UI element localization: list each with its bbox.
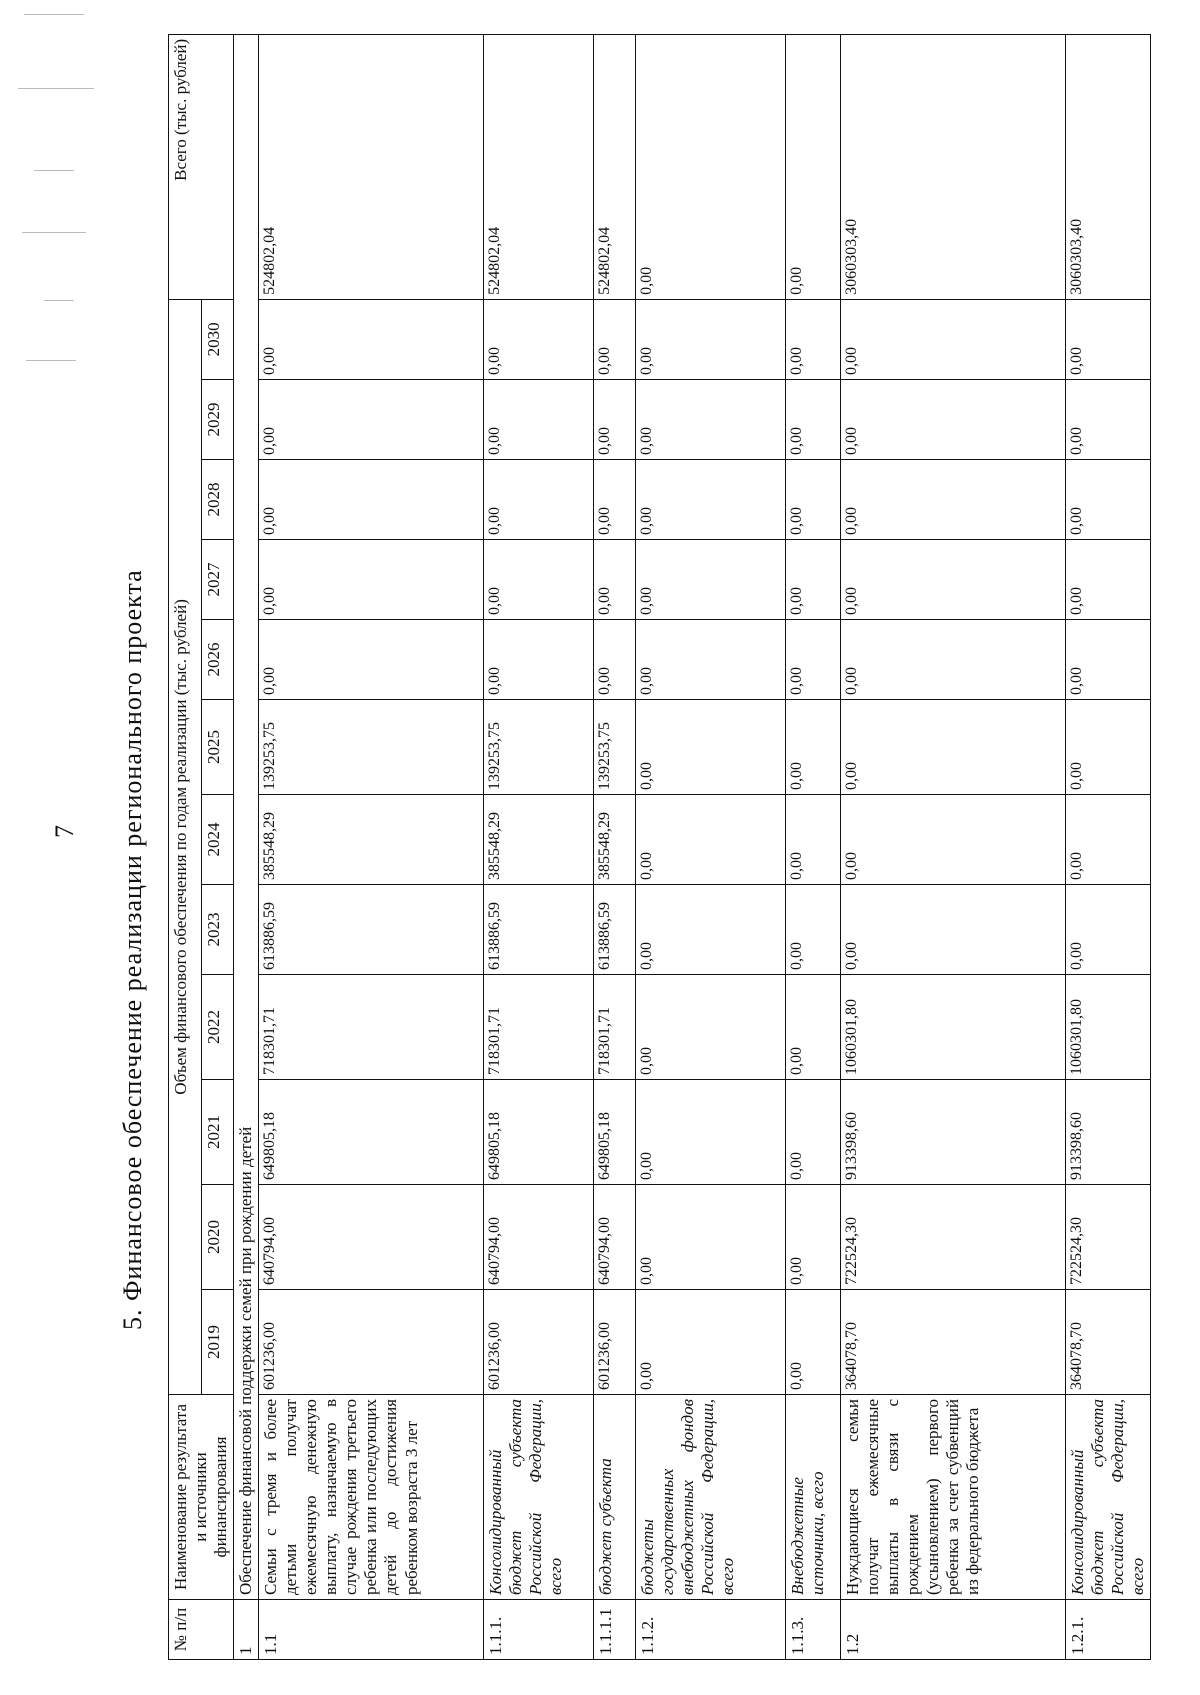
row-name: Консолидированный бюджет субъекта Российской Федерации, всего xyxy=(1066,1395,1151,1600)
row-value: 0,00 xyxy=(636,1185,786,1290)
table-row xyxy=(259,34,484,1659)
row-value: 601236,00 xyxy=(594,1290,636,1395)
row-value: 0,00 xyxy=(484,460,594,540)
row-value: 1060301,80 xyxy=(1066,975,1151,1080)
row-value: 0,00 xyxy=(841,299,1066,379)
header-year: 2030 xyxy=(201,299,234,379)
row-num: 1.1.2. xyxy=(636,1600,786,1660)
row-value: 385548,29 xyxy=(594,795,636,885)
row-value: 722524,30 xyxy=(841,1185,1066,1290)
row-value: 0,00 xyxy=(1066,620,1151,700)
row-num: 1.1.3. xyxy=(786,1600,841,1660)
row-value: 0,00 xyxy=(841,885,1066,975)
row-value: 601236,00 xyxy=(484,1290,594,1395)
row-value: 0,00 xyxy=(841,460,1066,540)
row-value: 613886,59 xyxy=(484,885,594,975)
row-value: 0,00 xyxy=(636,299,786,379)
header-year: 2027 xyxy=(201,540,234,620)
row-value: 0,00 xyxy=(636,1290,786,1395)
row-value: 0,00 xyxy=(259,380,484,460)
row-value: 649805,18 xyxy=(484,1080,594,1185)
section-num: 1 xyxy=(234,1600,259,1660)
row-value: 913398,60 xyxy=(1066,1080,1151,1185)
row-value: 640794,00 xyxy=(484,1185,594,1290)
section-label: Обеспечение финансовой поддержки семей при рождении детей xyxy=(234,34,259,1599)
row-value: 649805,18 xyxy=(594,1080,636,1185)
row-value: 0,00 xyxy=(636,885,786,975)
row-value: 385548,29 xyxy=(484,795,594,885)
scan-noise xyxy=(14,0,104,400)
row-value: 139253,75 xyxy=(484,700,594,795)
row-num: 1.1.1. xyxy=(484,1600,594,1660)
row-num: 1.1 xyxy=(259,1600,484,1660)
row-value: 722524,30 xyxy=(1066,1185,1151,1290)
row-name: Внебюджетные источники, всего xyxy=(786,1395,841,1600)
header-year: 2023 xyxy=(201,885,234,975)
row-num: 1.2 xyxy=(841,1600,1066,1660)
row-value: 718301,71 xyxy=(259,975,484,1080)
row-value: 385548,29 xyxy=(259,795,484,885)
header-year: 2020 xyxy=(201,1185,234,1290)
row-total: 524802,04 xyxy=(259,34,484,299)
row-value: 718301,71 xyxy=(594,975,636,1080)
header-year: 2022 xyxy=(201,975,234,1080)
header-name: Наименование результата и источники финансирования xyxy=(169,1395,234,1600)
row-value: 0,00 xyxy=(786,620,841,700)
row-value: 0,00 xyxy=(636,700,786,795)
row-value: 0,00 xyxy=(484,299,594,379)
header-total: Всего (тыс. рублей) xyxy=(169,34,234,299)
row-value: 640794,00 xyxy=(259,1185,484,1290)
row-name: бюджет субъекта xyxy=(594,1395,636,1600)
row-value: 0,00 xyxy=(636,460,786,540)
row-value: 0,00 xyxy=(1066,795,1151,885)
row-name: Семьи с тремя и более детьми получат ежемесячную денежную выплату, назначаемую в случае рождения третьего ребенка или последующих детей до достижения ребенком возраста 3 лет xyxy=(259,1395,484,1600)
header-year: 2026 xyxy=(201,620,234,700)
header-year: 2025 xyxy=(201,700,234,795)
row-value: 364078,70 xyxy=(841,1290,1066,1395)
row-value: 0,00 xyxy=(841,540,1066,620)
row-value: 139253,75 xyxy=(594,700,636,795)
row-value: 0,00 xyxy=(259,299,484,379)
row-value: 0,00 xyxy=(786,975,841,1080)
row-value: 0,00 xyxy=(636,540,786,620)
row-value: 0,00 xyxy=(1066,700,1151,795)
row-value: 0,00 xyxy=(786,1185,841,1290)
row-value: 601236,00 xyxy=(259,1290,484,1395)
row-value: 0,00 xyxy=(636,380,786,460)
row-value: 0,00 xyxy=(484,380,594,460)
row-value: 718301,71 xyxy=(484,975,594,1080)
row-name: Консолидированный бюджет субъекта Российской Федерации, всего xyxy=(484,1395,594,1600)
row-value: 0,00 xyxy=(594,540,636,620)
row-value: 0,00 xyxy=(786,299,841,379)
page-number: 7 xyxy=(50,825,79,838)
table-row xyxy=(484,34,594,1659)
row-value: 0,00 xyxy=(841,795,1066,885)
header-year: 2028 xyxy=(201,460,234,540)
table-row xyxy=(594,34,636,1659)
row-name: Нуждающиеся семьи получат ежемесячные выплаты в связи с рождением (усыновлением) первого ребенка за счет субвенций из федерального бюджета xyxy=(841,1395,1066,1600)
header-year: 2024 xyxy=(201,795,234,885)
row-total: 524802,04 xyxy=(594,34,636,299)
row-value: 0,00 xyxy=(636,975,786,1080)
table-row xyxy=(786,34,841,1659)
row-total: 0,00 xyxy=(636,34,786,299)
row-value: 0,00 xyxy=(1066,540,1151,620)
row-value: 0,00 xyxy=(786,460,841,540)
row-value: 0,00 xyxy=(786,380,841,460)
row-value: 649805,18 xyxy=(259,1080,484,1185)
row-value: 0,00 xyxy=(636,795,786,885)
row-value: 1060301,80 xyxy=(841,975,1066,1080)
row-num: 1.1.1.1 xyxy=(594,1600,636,1660)
row-value: 0,00 xyxy=(786,700,841,795)
row-name: бюджеты государственных внебюджетных фондов Российской Федерации, всего xyxy=(636,1395,786,1600)
row-value: 0,00 xyxy=(786,540,841,620)
row-num: 1.2.1. xyxy=(1066,1600,1151,1660)
table-row xyxy=(841,34,1066,1659)
section-row xyxy=(234,34,259,1659)
row-value: 0,00 xyxy=(841,700,1066,795)
row-total: 524802,04 xyxy=(484,34,594,299)
row-total: 3060303,40 xyxy=(841,34,1066,299)
row-value: 0,00 xyxy=(594,460,636,540)
header-num: № п/п xyxy=(169,1600,234,1660)
header-year: 2021 xyxy=(201,1080,234,1185)
table-row xyxy=(1066,34,1151,1659)
row-value: 0,00 xyxy=(1066,299,1151,379)
finance-table-container xyxy=(168,35,1193,1660)
row-value: 0,00 xyxy=(786,1290,841,1395)
row-total: 0,00 xyxy=(786,34,841,299)
header-year: 2019 xyxy=(201,1290,234,1395)
header-year: 2029 xyxy=(201,380,234,460)
row-value: 0,00 xyxy=(484,540,594,620)
row-value: 0,00 xyxy=(259,460,484,540)
row-value: 364078,70 xyxy=(1066,1290,1151,1395)
row-value: 0,00 xyxy=(841,620,1066,700)
row-value: 0,00 xyxy=(841,380,1066,460)
finance-table xyxy=(168,34,1151,1660)
row-value: 640794,00 xyxy=(594,1185,636,1290)
row-value: 0,00 xyxy=(636,620,786,700)
row-value: 0,00 xyxy=(786,795,841,885)
row-value: 0,00 xyxy=(1066,380,1151,460)
row-value: 613886,59 xyxy=(594,885,636,975)
row-value: 0,00 xyxy=(1066,460,1151,540)
row-value: 0,00 xyxy=(259,540,484,620)
row-value: 0,00 xyxy=(786,1080,841,1185)
header-volume: Объем финансового обеспечения по годам реализации (тыс. рублей) xyxy=(169,299,202,1394)
row-value: 0,00 xyxy=(594,299,636,379)
row-value: 0,00 xyxy=(786,885,841,975)
row-value: 0,00 xyxy=(484,620,594,700)
page-title: 5. Финансовое обеспечение реализации регионального проекта xyxy=(118,569,147,1330)
row-value: 0,00 xyxy=(259,620,484,700)
row-value: 0,00 xyxy=(594,380,636,460)
row-total: 3060303,40 xyxy=(1066,34,1151,299)
table-row xyxy=(636,34,786,1659)
row-value: 913398,60 xyxy=(841,1080,1066,1185)
row-value: 139253,75 xyxy=(259,700,484,795)
row-value: 0,00 xyxy=(636,1080,786,1185)
row-value: 613886,59 xyxy=(259,885,484,975)
row-value: 0,00 xyxy=(594,620,636,700)
row-value: 0,00 xyxy=(1066,885,1151,975)
